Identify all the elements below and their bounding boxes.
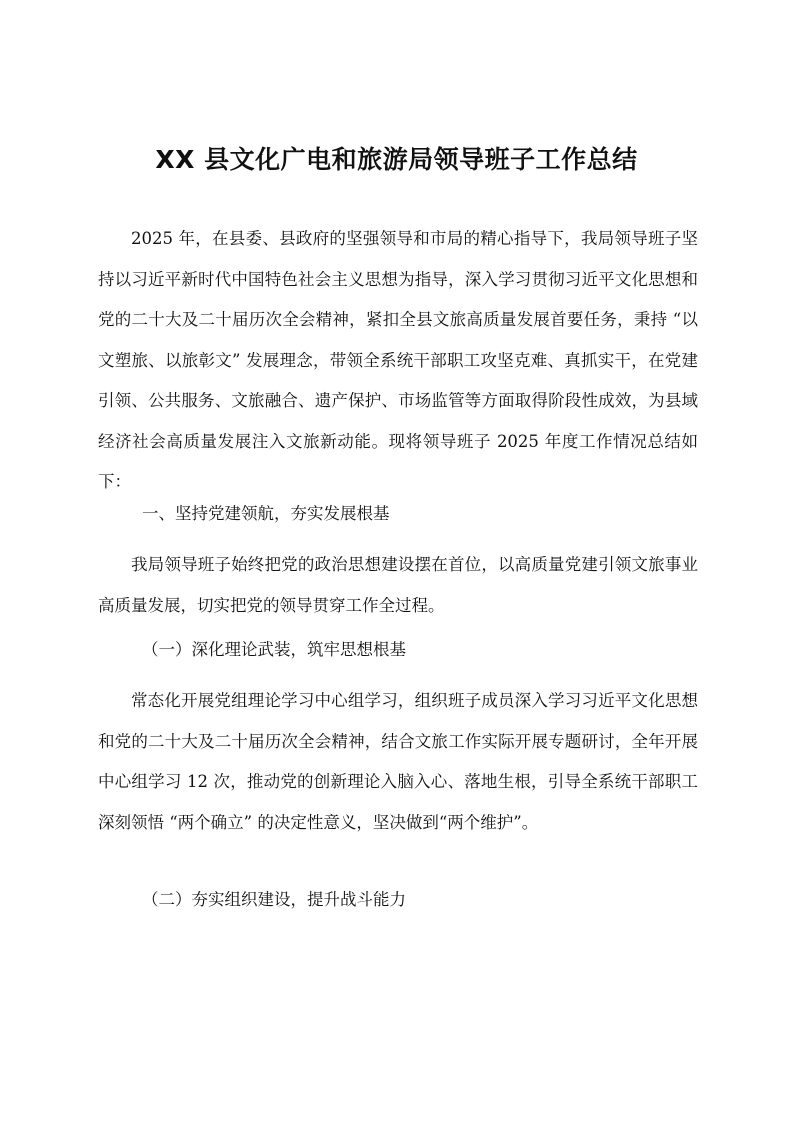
subsection-paragraph: 常态化开展党组理论学习中心组学习，组织班子成员深入学习习近平文化思想和党的二十大及二十届历次全会精神，结合文旅工作实际开展专题研讨，全年开展中心组学习 12 次，推动党的创新理论入脑入心、落地生根，引导全系统干部职工深刻领悟 “两个确立” 的决定性意义，坚决做到“两个维护”。 (98, 691, 698, 832)
subsection-heading: （一）深化理论武装，筑牢思想根基 (142, 640, 406, 659)
subsection-heading: （二）夯实组织建设，提升战斗能力 (142, 890, 406, 909)
intro-paragraph: 2025 年，在县委、县政府的坚强领导和市局的精心指导下，我局领导班子坚持以习近平新时代中国特色社会主义思想为指导，深入学习贯彻习近平文化思想和党的二十大及二十届历次全会精神，紧扣全县文旅高质量发展首要任务，秉持 “以文塑旅、以旅彰文” 发展理念，带领全系统干部职工攻坚克难、真抓实干，在党建引领、公共服务、文旅融合、遗产保护、市场监管等方面取得阶段性成效，为县域经济社会高质量发展注入文旅新动能。现将领导班子 2025 年度工作情况总结如下： (98, 229, 698, 491)
section-heading: 一、坚持党建领航，夯实发展根基 (142, 504, 390, 523)
section-paragraph: 我局领导班子始终把党的政治思想建设摆在首位，以高质量党建引领文旅事业高质量发展，切实把党的领导贯穿工作全过程。 (98, 555, 698, 615)
document-title: XX 县文化广电和旅游局领导班子工作总结 (155, 145, 638, 174)
